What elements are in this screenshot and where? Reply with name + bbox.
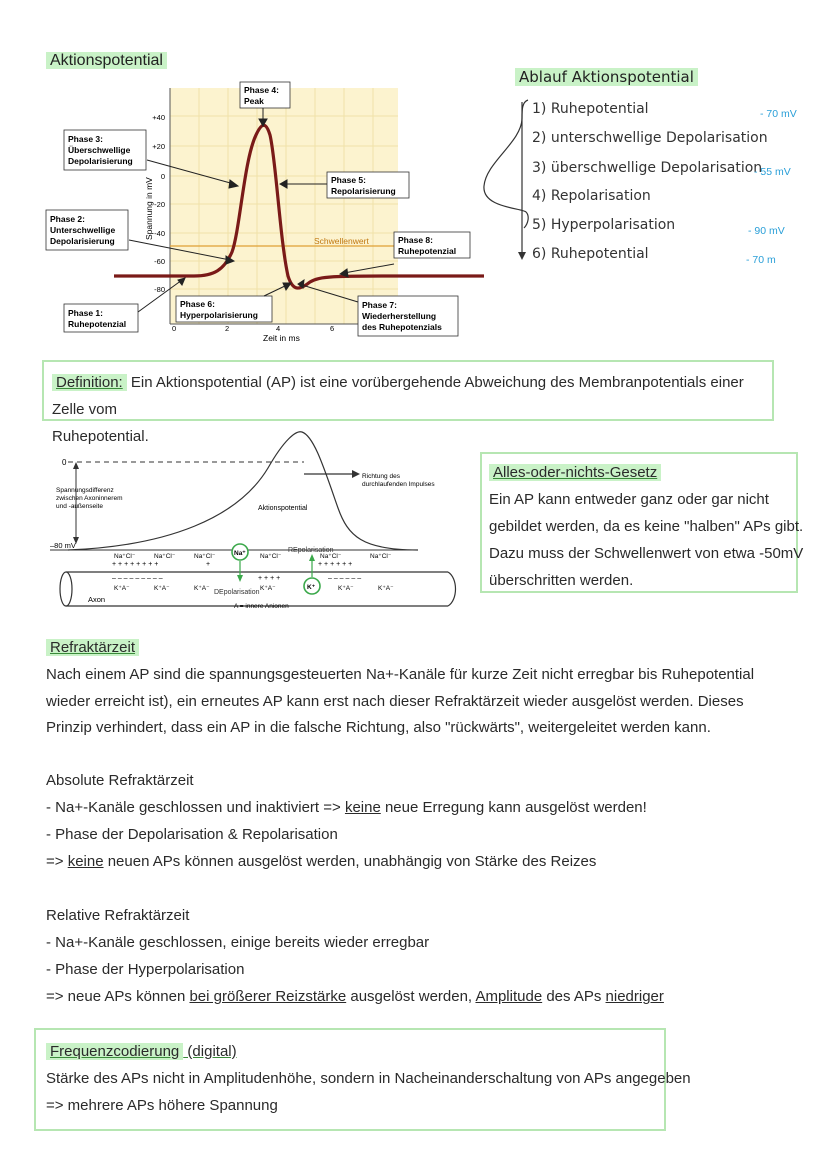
ion-label: K⁺A⁻ (194, 585, 210, 592)
x-tick: 6 (330, 324, 335, 333)
phase-3-box (64, 130, 146, 170)
svg-text:Ruhepotenzial: Ruhepotenzial (68, 319, 127, 329)
phase-8-box (394, 232, 470, 258)
svg-text:Phase 7:: Phase 7: (362, 300, 397, 310)
charge-row: – – – – – – – – – (112, 575, 163, 582)
svg-text:durchlaufenden Impulses: durchlaufenden Impulses (362, 481, 435, 488)
sequence-item: 1) Ruhepotential (532, 101, 649, 117)
sequence-value: - 55 mV (754, 166, 791, 178)
k-ion-label: K⁺ (307, 584, 316, 591)
y-axis-label: Spannung in mV (144, 177, 154, 240)
frequenz-line-2: => mehrere APs höhere Spannung (46, 1097, 278, 1114)
definition-text: Definition: Ein Aktionspotential (AP) ist eine vorübergehende Abweichung des Membranpotentials einer Zelle vom Ruhepotential. (52, 374, 744, 445)
voltage-label: Spannungsdifferenz (56, 487, 114, 494)
svg-text:Phase 1:: Phase 1: (68, 308, 103, 318)
ion-label: Na⁺Cl⁻ (154, 553, 176, 560)
refraktaerzeit-line: Nach einem AP sind die spannungsgesteuerten Na+-Kanäle für kurze Zeit nicht erregbar bis Ruhepotential (46, 666, 755, 683)
charge-row: + + + + (258, 575, 281, 582)
zero-label: 0 (62, 458, 67, 467)
svg-text:Phase 4:: Phase 4: (244, 85, 279, 95)
svg-text:Depolarisierung: Depolarisierung (50, 236, 115, 246)
ion-label: K⁺A⁻ (154, 585, 170, 592)
sequence-bracket (476, 96, 546, 266)
svg-text:Unterschwellige: Unterschwellige (50, 225, 116, 235)
action-potential-graph (44, 80, 484, 348)
ion-label: Na⁺Cl⁻ (370, 553, 392, 560)
absolute-line-1: - Na+-Kanäle geschlossen und inaktiviert => keine neue Erregung kann ausgelöst werden! (46, 799, 647, 816)
na-ion-label: Na⁺ (234, 550, 246, 557)
anion-label: A = innere Anionen (234, 603, 289, 610)
y-tick: -80 (154, 285, 165, 294)
sequence-item: 6) Ruhepotential (532, 246, 649, 262)
phase-6-box (176, 296, 272, 322)
ap-wave (68, 432, 418, 550)
x-tick: 2 (225, 324, 230, 333)
relative-title: Relative Refraktärzeit (46, 907, 190, 924)
refraktaerzeit-title: Refraktärzeit (46, 638, 139, 658)
y-tick: +20 (152, 142, 165, 151)
depolarisation-label: DEpolarisation (214, 589, 260, 596)
sequence-value: - 70 mV (760, 108, 797, 120)
svg-text:Peak: Peak (244, 96, 264, 106)
frequenz-title: Frequenzcodierung (digital) (46, 1042, 237, 1062)
ion-label: K⁺A⁻ (378, 585, 394, 592)
svg-text:Phase 3:: Phase 3: (68, 134, 103, 144)
ion-label: Na⁺Cl⁻ (114, 553, 136, 560)
relative-line-3: => neue APs können bei größerer Reizstärke ausgelöst werden, Amplitude des APs niedriger (46, 988, 664, 1005)
minus80-label: –80 mV (50, 541, 76, 550)
svg-text:Phase 8:: Phase 8: (398, 235, 433, 245)
phase-5-box (327, 172, 409, 198)
sequence-value: - 70 m (746, 254, 776, 266)
svg-text:Wiederherstellung: Wiederherstellung (362, 311, 437, 321)
threshold-label: Schwellenwert (314, 236, 369, 246)
phase-4-box (240, 82, 290, 108)
svg-text:Überschwellige: Überschwellige (68, 145, 131, 155)
relative-line-1: - Na+-Kanäle geschlossen, einige bereits wieder erregbar (46, 934, 430, 951)
ap-label: Aktionspotential (258, 505, 308, 512)
y-tick: -40 (154, 229, 165, 238)
phase-2-box (46, 210, 128, 250)
phase-7-box (358, 296, 458, 336)
charge-row: + + + + + + + + (112, 561, 159, 568)
sequence-item: 4) Repolarisation (532, 188, 651, 204)
sequence-item: 2) unterschwellige Depolarisation (532, 130, 768, 146)
axon-label: Axon (88, 595, 106, 604)
relative-line-2: - Phase der Hyperpolarisation (46, 961, 245, 978)
sequence-value: - 90 mV (748, 225, 785, 237)
sequence-title: Ablauf Aktionspotential (515, 68, 698, 86)
refraktaerzeit-line: wieder erreicht ist), ein erneutes AP kann erst nach dieser Refraktärzeit wieder ausgelöst werden. Dieses (46, 693, 744, 710)
refraktaerzeit-line: Prinzip verhindert, dass ein AP in die falsche Richtung, also "rückwärts", weitergeleitet werden kann. (46, 719, 711, 736)
ion-label: Na⁺Cl⁻ (194, 553, 216, 560)
direction-label: Richtung des (362, 473, 400, 480)
ion-label: Na⁺Cl⁻ (260, 553, 282, 560)
y-tick: -60 (154, 257, 165, 266)
frequenz-line-1: Stärke des APs nicht in Amplitudenhöhe, sondern in Nacheinanderschaltung von APs angegeben (46, 1070, 691, 1087)
svg-text:Hyperpolarisierung: Hyperpolarisierung (180, 310, 258, 320)
ion-label: K⁺A⁻ (260, 585, 276, 592)
sequence-item: 5) Hyperpolarisation (532, 217, 676, 233)
svg-text:zwischen Axoninnerem: zwischen Axoninnerem (56, 495, 123, 502)
x-tick: 0 (172, 324, 177, 333)
ion-label: K⁺A⁻ (338, 585, 354, 592)
svg-text:Repolarisierung: Repolarisierung (331, 186, 396, 196)
svg-text:des Ruhepotenzials: des Ruhepotenzials (362, 322, 442, 332)
ion-label: K⁺A⁻ (114, 585, 130, 592)
absolute-line-2: - Phase der Depolarisation & Repolarisation (46, 826, 338, 843)
sequence-item: 3) überschwellige Depolarisation (532, 160, 763, 176)
x-axis-label: Zeit in ms (263, 333, 300, 343)
svg-text:und -außenseite: und -außenseite (56, 503, 103, 510)
svg-text:Ruhepotenzial: Ruhepotenzial (398, 246, 457, 256)
x-tick: 4 (276, 324, 281, 333)
svg-text:Phase 6:: Phase 6: (180, 299, 215, 309)
ion-label: Na⁺Cl⁻ (320, 553, 342, 560)
page-title: Aktionspotential (46, 52, 167, 70)
axon-propagation-diagram (48, 428, 468, 618)
svg-text:Phase 5:: Phase 5: (331, 175, 366, 185)
svg-text:Depolarisierung: Depolarisierung (68, 156, 133, 166)
absolute-line-3: => keine neuen APs können ausgelöst werden, unabhängig von Stärke des Reizes (46, 853, 597, 870)
charge-row: + (206, 561, 211, 568)
charge-row: – – – – – – (328, 575, 362, 582)
charge-row: + + + + + + (318, 561, 353, 568)
absolute-title: Absolute Refraktärzeit (46, 772, 194, 789)
y-tick: 0 (160, 172, 165, 181)
phase-1-box (64, 304, 138, 332)
repolarisation-label: REpolarisation (288, 547, 334, 554)
alles-oder-nichts-text: Alles-oder-nichts-Gesetz Ein AP kann entweder ganz oder gar nicht gebildet werden, da es keine "halben" APs gibt. Dazu muss der Schwellenwert von etwa -50mV überschritten werden. (489, 464, 804, 589)
svg-text:Phase 2:: Phase 2: (50, 214, 85, 224)
y-tick: +40 (152, 113, 165, 122)
y-tick: -20 (154, 200, 165, 209)
